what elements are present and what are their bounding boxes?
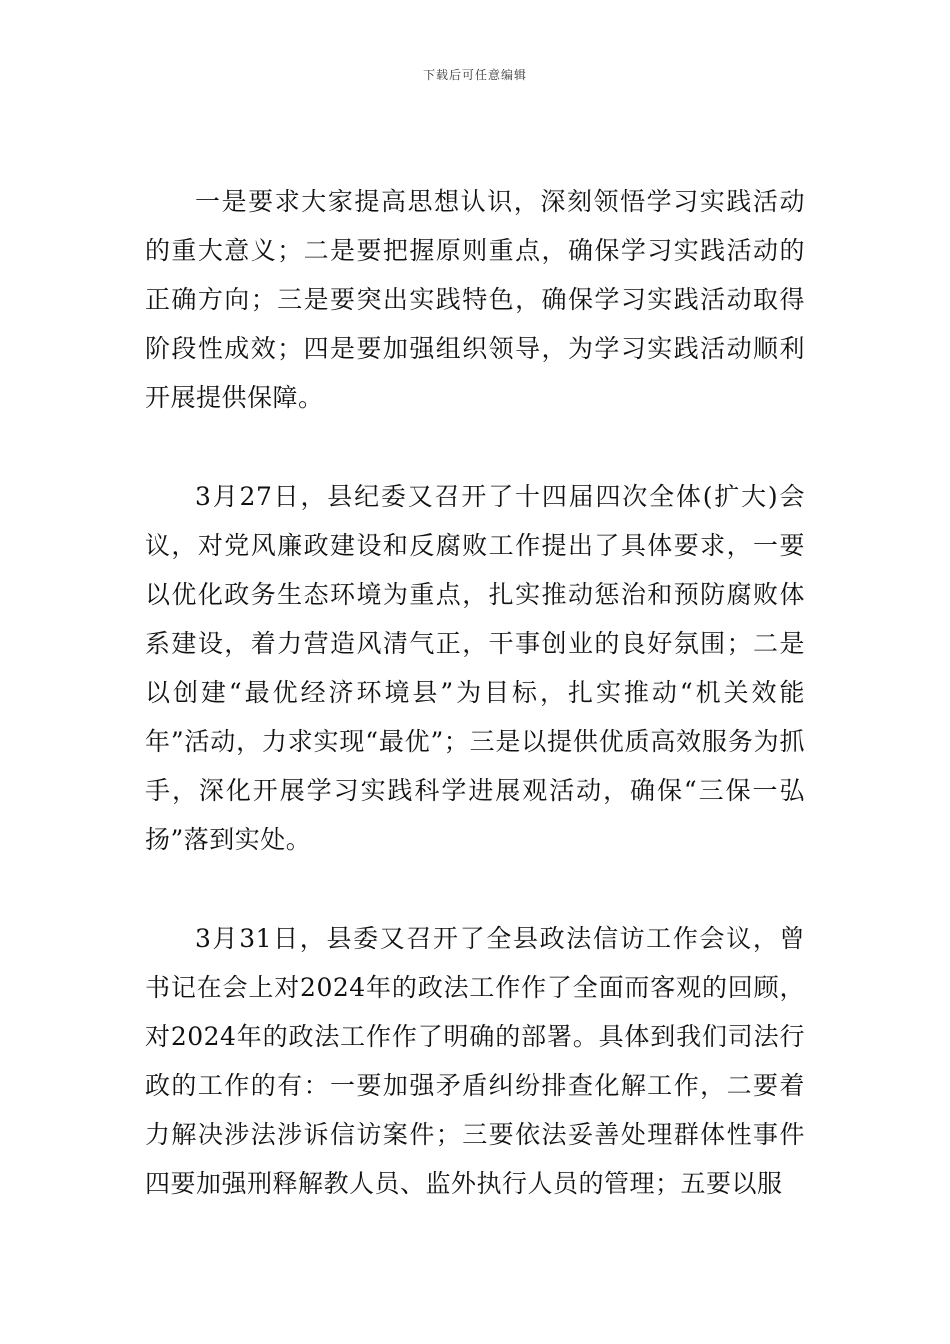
- paragraph-3: 3月31日，县委又召开了全县政法信访工作会议，曾书记在会上对2024年的政法工作作了全面而客观的回顾，对2024年的政法工作作了明确的部署。具体到我们司法行政的工作的有：一要加强矛盾纠纷排查化解工作，二要着力解决涉法涉诉信访案件；三要依法妥善处理群体性事件四要加强刑释解教人员、监外执行人员的管理；五要以服: [145, 924, 805, 1198]
- document-body: [145, 177, 805, 1258]
- paragraph-1: 一是要求大家提高思想认识，深刻领悟学习实践活动的重大意义；二是要把握原则重点，确保学习实践活动的正确方向；三是要突出实践特色，确保学习实践活动取得阶段性成效；四是要加强组织领导，为学习实践活动顺利开展提供保障。: [145, 187, 805, 412]
- page-header: 下载后可任意编辑: [422, 68, 527, 82]
- paragraph-2: 3月27日，县纪委又召开了十四届四次全体(扩大)会议，对党风廉政建设和反腐败工作提出了具体要求，一要以优化政务生态环境为重点，扎实推动惩治和预防腐败体系建设，着力营造风清气正，干事创业的良好氛围；二是以创建“最优经济环境县”为目标，扎实推动“机关效能年”活动，力求实现“最优”；三是以提供优质高效服务为抓手，深化开展学习实践科学进展观活动，确保“三保一弘扬”落到实处。: [145, 482, 805, 854]
